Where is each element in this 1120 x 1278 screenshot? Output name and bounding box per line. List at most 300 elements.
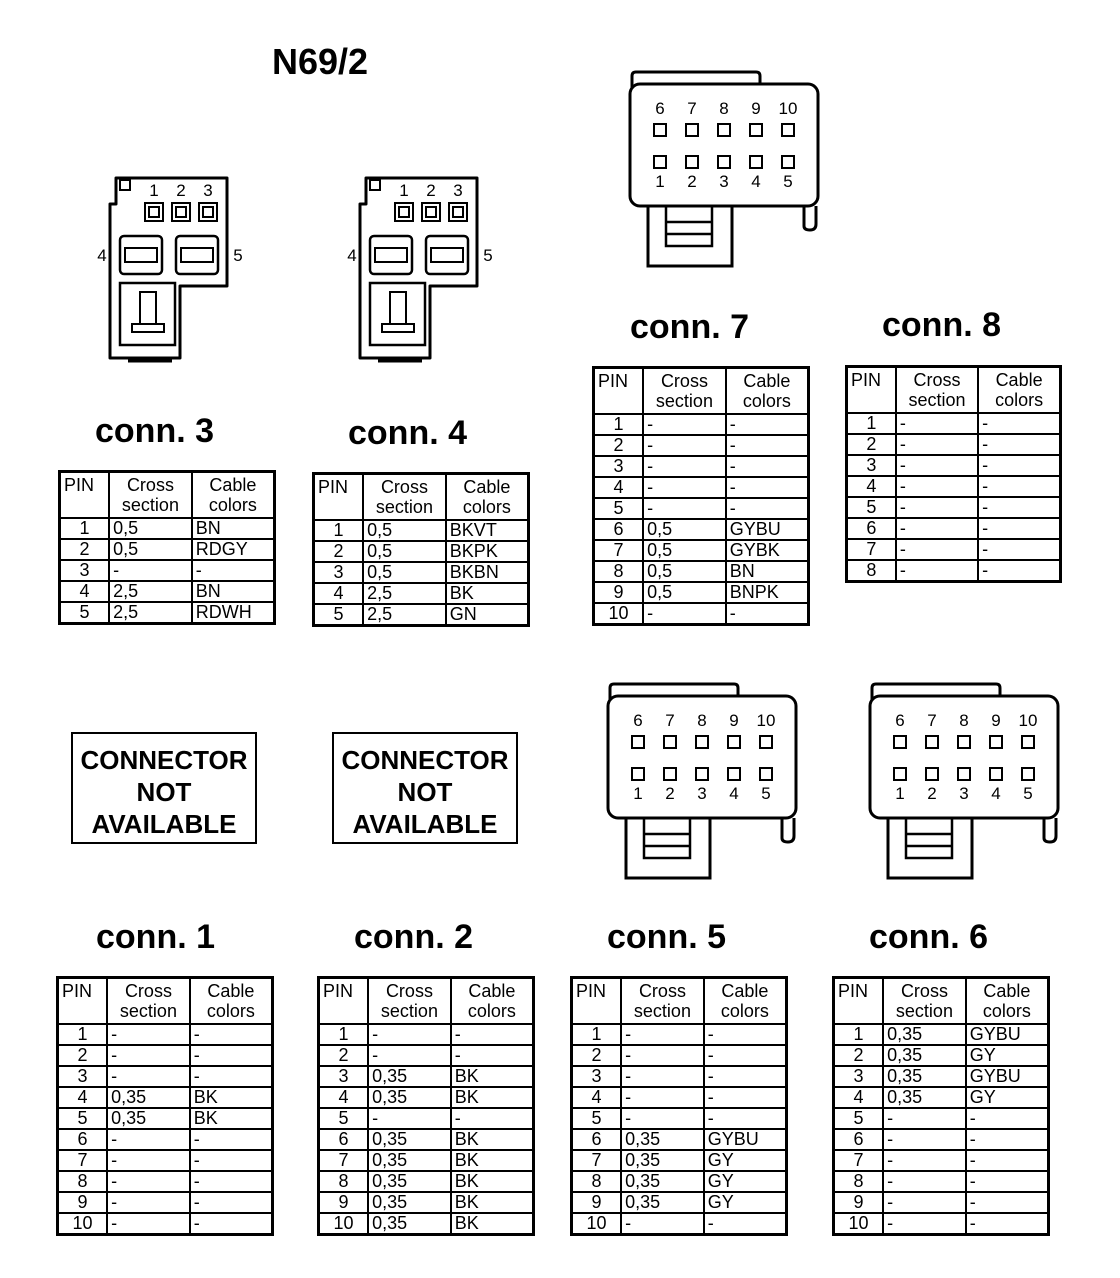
table-row — [319, 1129, 534, 1150]
lock-housing — [648, 206, 732, 266]
pin-cell: 10 — [834, 1213, 884, 1235]
conn6-title: conn. 6 — [869, 918, 989, 956]
pin-cell: 10 — [594, 603, 644, 625]
pin-socket — [664, 768, 676, 780]
table-row — [594, 519, 809, 540]
cable-color-cell: BK — [451, 1129, 534, 1150]
pin-cell: 4 — [319, 1087, 369, 1108]
cross-section-cell: - — [368, 1108, 451, 1129]
power-pin-socket — [370, 236, 412, 274]
table-row — [314, 583, 529, 604]
pin-number-label: 10 — [756, 711, 776, 730]
pin-socket — [782, 124, 794, 136]
table-row — [58, 1171, 273, 1192]
pin-cell: 2 — [847, 434, 896, 455]
cable-color-cell: GY — [704, 1150, 787, 1171]
cross-section-cell: - — [107, 1066, 190, 1087]
cable-color-cell: BK — [446, 583, 529, 604]
table-row — [594, 540, 809, 561]
latch-tab — [120, 180, 130, 190]
connector-5-drawing — [606, 682, 806, 882]
pin-number-label: 5 — [233, 246, 243, 265]
cross-section-cell: 0,35 — [621, 1192, 704, 1213]
connector-6-drawing — [868, 682, 1068, 882]
table-row — [572, 1192, 787, 1213]
pin-cell: 6 — [319, 1129, 369, 1150]
pin-number-label: 5 — [483, 246, 493, 265]
cable-color-cell: GY — [966, 1045, 1049, 1066]
cable-colors-header: Cable colors — [704, 978, 787, 1025]
table-row — [847, 518, 1061, 539]
table-row — [834, 1129, 1049, 1150]
pin-cell: 7 — [847, 539, 896, 560]
lock-lever — [666, 206, 712, 246]
pin-socket — [395, 203, 413, 221]
pin-number-label: 7 — [927, 711, 937, 730]
pin-socket — [1022, 768, 1034, 780]
cable-color-cell: - — [704, 1108, 787, 1129]
pin-header: PIN — [594, 368, 644, 415]
cable-color-cell: GYBK — [726, 540, 809, 561]
pin-socket — [718, 156, 730, 168]
table-row — [314, 541, 529, 562]
pin-socket — [958, 768, 970, 780]
pin-cell: 4 — [847, 476, 896, 497]
cable-color-cell: BK — [451, 1213, 534, 1235]
table-row — [572, 1024, 787, 1045]
cross-section-header: Cross section — [109, 472, 192, 519]
pin-cell: 6 — [572, 1129, 622, 1150]
pin-number-label: 1 — [149, 181, 159, 200]
cross-section-cell: 0,35 — [368, 1213, 451, 1235]
table-row — [314, 520, 529, 541]
pin-number-label: 4 — [97, 246, 107, 265]
pin-number-label: 8 — [697, 711, 707, 730]
cross-section-cell: 0,35 — [368, 1066, 451, 1087]
cross-section-cell: - — [883, 1129, 966, 1150]
na-line2: NOT — [136, 777, 192, 807]
pin-cell: 1 — [572, 1024, 622, 1045]
pin-header: PIN — [572, 978, 622, 1025]
cross-section-cell: - — [896, 476, 978, 497]
cross-section-cell: - — [896, 518, 978, 539]
cable-color-cell: - — [726, 477, 809, 498]
cable-color-cell: - — [704, 1066, 787, 1087]
conn8-pin-table — [845, 365, 1062, 583]
pin-cell: 6 — [58, 1129, 108, 1150]
cross-section-cell: - — [621, 1024, 704, 1045]
pin-cell: 9 — [594, 582, 644, 603]
lock-housing — [626, 818, 710, 878]
cable-color-cell: BK — [451, 1150, 534, 1171]
table-row — [60, 539, 275, 560]
cable-color-cell: BKVT — [446, 520, 529, 541]
pin-cell: 4 — [58, 1087, 108, 1108]
cross-section-cell: - — [643, 603, 726, 625]
pin-socket — [664, 736, 676, 748]
cross-section-cell: 2,5 — [363, 604, 446, 626]
connector-lip — [610, 684, 738, 700]
cable-color-cell: - — [451, 1024, 534, 1045]
table-header-row — [319, 978, 534, 1025]
table-row — [834, 1087, 1049, 1108]
cross-section-cell: 0,5 — [363, 541, 446, 562]
cross-section-cell: - — [643, 477, 726, 498]
conn3-title: conn. 3 — [95, 412, 215, 450]
pin-socket — [782, 156, 794, 168]
pin-number-label: 9 — [751, 99, 761, 118]
pin-socket — [696, 768, 708, 780]
na-line1: CONNECTOR — [80, 745, 248, 775]
cable-color-cell: - — [966, 1108, 1049, 1129]
cross-section-cell: - — [107, 1150, 190, 1171]
pin-cell: 1 — [58, 1024, 108, 1045]
cross-section-cell: 0,35 — [368, 1150, 451, 1171]
conn1-title: conn. 1 — [96, 918, 216, 956]
cross-section-cell: 0,35 — [107, 1108, 190, 1129]
table-row — [834, 1192, 1049, 1213]
cross-section-cell: 0,35 — [883, 1087, 966, 1108]
pin-cell: 2 — [834, 1045, 884, 1066]
table-row — [572, 1045, 787, 1066]
cross-section-cell: - — [107, 1192, 190, 1213]
cross-section-cell: 0,35 — [368, 1129, 451, 1150]
table-row — [319, 1213, 534, 1235]
cross-section-cell: - — [107, 1171, 190, 1192]
table-row — [847, 434, 1061, 455]
pin-number-label: 9 — [729, 711, 739, 730]
cross-section-cell: - — [896, 413, 978, 434]
cross-section-cell: - — [368, 1024, 451, 1045]
pin-cell: 1 — [314, 520, 364, 541]
pin-cell: 10 — [572, 1213, 622, 1235]
lock-lever — [644, 818, 690, 858]
cable-color-cell: - — [978, 539, 1060, 560]
pin-socket — [422, 203, 440, 221]
table-row — [847, 413, 1061, 434]
cable-color-cell: - — [704, 1213, 787, 1235]
cable-color-cell: - — [726, 435, 809, 456]
pin-number-label: 2 — [176, 181, 186, 200]
cross-section-cell: 0,5 — [363, 520, 446, 541]
table-row — [58, 1024, 273, 1045]
cable-color-cell: BK — [451, 1087, 534, 1108]
cross-section-cell: 0,35 — [621, 1129, 704, 1150]
pin-cell: 8 — [847, 560, 896, 582]
cross-section-cell: 0,35 — [107, 1087, 190, 1108]
conn4-pin-table — [312, 472, 530, 627]
cross-section-cell: 0,5 — [643, 582, 726, 603]
cable-color-cell: BK — [190, 1108, 273, 1129]
conn8-title: conn. 8 — [882, 306, 1002, 344]
pin-cell: 4 — [572, 1087, 622, 1108]
cross-section-cell: - — [368, 1045, 451, 1066]
pin-number-label: 10 — [778, 99, 798, 118]
pin-cell: 7 — [834, 1150, 884, 1171]
pin-header: PIN — [314, 474, 364, 521]
pin-cell: 5 — [594, 498, 644, 519]
cross-section-cell: 0,35 — [621, 1171, 704, 1192]
cable-color-cell: - — [190, 1045, 273, 1066]
cross-section-header: Cross section — [368, 978, 451, 1025]
cable-color-cell: - — [966, 1150, 1049, 1171]
table-header-row — [572, 978, 787, 1025]
cross-section-cell: 0,35 — [368, 1171, 451, 1192]
cross-section-cell: - — [107, 1024, 190, 1045]
pin-cell: 8 — [58, 1171, 108, 1192]
pin-cell: 6 — [594, 519, 644, 540]
pin-number-label: 2 — [426, 181, 436, 200]
table-row — [58, 1129, 273, 1150]
cross-section-cell: - — [896, 560, 978, 582]
table-header-row — [58, 978, 273, 1025]
pin-number-label: 1 — [633, 784, 643, 803]
table-row — [834, 1150, 1049, 1171]
conn2-title: conn. 2 — [354, 918, 474, 956]
pin-header: PIN — [58, 978, 108, 1025]
conn7-title: conn. 7 — [630, 308, 750, 346]
table-row — [60, 518, 275, 539]
pin-socket — [894, 736, 906, 748]
cross-section-cell: - — [621, 1087, 704, 1108]
pin-cell: 10 — [58, 1213, 108, 1235]
pin-cell: 3 — [572, 1066, 622, 1087]
na-line1: CONNECTOR — [341, 745, 509, 775]
table-row — [572, 1129, 787, 1150]
table-row — [572, 1171, 787, 1192]
pin-number-label: 6 — [895, 711, 905, 730]
cable-color-cell: - — [726, 498, 809, 519]
table-row — [60, 602, 275, 624]
pin-cell: 8 — [834, 1171, 884, 1192]
table-row — [319, 1087, 534, 1108]
pin-cell: 6 — [847, 518, 896, 539]
conn7-pin-table — [592, 366, 810, 626]
page-title: N69/2 — [272, 41, 369, 82]
cross-section-header: Cross section — [621, 978, 704, 1025]
table-row — [834, 1066, 1049, 1087]
pin-socket — [696, 736, 708, 748]
pin-cell: 1 — [60, 518, 110, 539]
table-row — [572, 1108, 787, 1129]
conn5-pin-table — [570, 976, 788, 1236]
cross-section-cell: 0,35 — [368, 1087, 451, 1108]
cable-color-cell: - — [726, 603, 809, 625]
cross-section-cell: 0,5 — [643, 540, 726, 561]
cross-section-cell: - — [896, 455, 978, 476]
pin-number-label: 10 — [1018, 711, 1038, 730]
cable-color-cell: - — [726, 414, 809, 435]
pin-cell: 8 — [594, 561, 644, 582]
table-header-row — [594, 368, 809, 415]
table-row — [594, 582, 809, 603]
cross-section-cell: 0,35 — [883, 1024, 966, 1045]
pin-socket — [728, 768, 740, 780]
cable-colors-header: Cable colors — [966, 978, 1049, 1025]
pin-number-label: 1 — [655, 172, 665, 191]
cable-color-cell: GN — [446, 604, 529, 626]
cable-color-cell: - — [978, 455, 1060, 476]
table-row — [58, 1066, 273, 1087]
cable-color-cell: - — [978, 413, 1060, 434]
table-row — [594, 414, 809, 435]
pin-cell: 2 — [572, 1045, 622, 1066]
conn6-pin-table — [832, 976, 1050, 1236]
cable-color-cell: - — [978, 518, 1060, 539]
cable-colors-header: Cable colors — [190, 978, 273, 1025]
pin-socket — [172, 203, 190, 221]
pin-cell: 4 — [594, 477, 644, 498]
table-row — [60, 560, 275, 581]
pin-socket — [686, 156, 698, 168]
cross-section-cell: - — [883, 1150, 966, 1171]
table-row — [594, 477, 809, 498]
cable-color-cell: BNPK — [726, 582, 809, 603]
pin-number-label: 7 — [687, 99, 697, 118]
pin-header: PIN — [834, 978, 884, 1025]
cross-section-cell: 0,5 — [643, 519, 726, 540]
cross-section-cell: - — [643, 456, 726, 477]
pin-header: PIN — [847, 367, 896, 414]
pin-cell: 6 — [834, 1129, 884, 1150]
cable-color-cell: BN — [726, 561, 809, 582]
cable-color-cell: BK — [451, 1171, 534, 1192]
pin-cell: 5 — [58, 1108, 108, 1129]
pin-number-label: 4 — [751, 172, 761, 191]
pin-header: PIN — [319, 978, 369, 1025]
cable-colors-header: Cable colors — [451, 978, 534, 1025]
table-row — [572, 1150, 787, 1171]
table-row — [834, 1171, 1049, 1192]
pin-cell: 7 — [319, 1150, 369, 1171]
pin-socket — [654, 124, 666, 136]
cross-section-cell: - — [621, 1108, 704, 1129]
cross-section-cell: 0,5 — [109, 518, 192, 539]
cross-section-header: Cross section — [883, 978, 966, 1025]
na-line3: AVAILABLE — [91, 809, 237, 839]
na-line2: NOT — [397, 777, 453, 807]
pin-cell: 1 — [594, 414, 644, 435]
cable-colors-header: Cable colors — [978, 367, 1060, 414]
cross-section-cell: - — [643, 435, 726, 456]
pin-number-label: 4 — [347, 246, 357, 265]
pin-number-label: 2 — [665, 784, 675, 803]
pin-socket — [750, 124, 762, 136]
pin-number-label: 5 — [1023, 784, 1033, 803]
cross-section-cell: - — [896, 497, 978, 518]
pin-cell: 3 — [594, 456, 644, 477]
pin-cell: 2 — [60, 539, 110, 560]
pin-cell: 5 — [314, 604, 364, 626]
cross-section-cell: - — [621, 1213, 704, 1235]
pin-cell: 8 — [572, 1171, 622, 1192]
cable-colors-header: Cable colors — [192, 472, 275, 519]
connector-lip — [872, 684, 1000, 700]
pin-socket — [632, 736, 644, 748]
table-row — [58, 1150, 273, 1171]
cross-section-cell: - — [109, 560, 192, 581]
table-row — [834, 1213, 1049, 1235]
table-row — [319, 1066, 534, 1087]
table-header-row — [834, 978, 1049, 1025]
cable-color-cell: - — [190, 1192, 273, 1213]
cross-section-cell: 0,35 — [883, 1045, 966, 1066]
table-row — [594, 561, 809, 582]
cable-color-cell: BK — [451, 1192, 534, 1213]
cross-section-cell: 2,5 — [109, 602, 192, 624]
cross-section-header: Cross section — [896, 367, 978, 414]
cable-color-cell: - — [966, 1171, 1049, 1192]
table-row — [594, 435, 809, 456]
cross-section-cell: - — [883, 1213, 966, 1235]
pin-socket — [145, 203, 163, 221]
table-row — [847, 497, 1061, 518]
cable-color-cell: - — [190, 1024, 273, 1045]
pin-socket — [1022, 736, 1034, 748]
cross-section-cell: 0,35 — [621, 1150, 704, 1171]
connector-not-available-1 — [71, 732, 257, 844]
lock-lever — [906, 818, 952, 858]
pin-socket — [926, 768, 938, 780]
pin-cell: 9 — [572, 1192, 622, 1213]
pin-socket — [654, 156, 666, 168]
conn4-title: conn. 4 — [348, 414, 468, 452]
cross-section-cell: 0,5 — [109, 539, 192, 560]
latch-tab — [370, 180, 380, 190]
connector-7-drawing — [628, 70, 828, 270]
pin-cell: 7 — [58, 1150, 108, 1171]
pin-number-label: 5 — [783, 172, 793, 191]
pin-number-label: 2 — [687, 172, 697, 191]
pin-cell: 1 — [834, 1024, 884, 1045]
pin-cell: 9 — [319, 1192, 369, 1213]
table-row — [572, 1213, 787, 1235]
pin-cell: 3 — [314, 562, 364, 583]
cross-section-cell: - — [896, 434, 978, 455]
cable-color-cell: GYBU — [726, 519, 809, 540]
pin-number-label: 6 — [633, 711, 643, 730]
cross-section-cell: - — [107, 1129, 190, 1150]
cable-color-cell: GY — [966, 1087, 1049, 1108]
cable-color-cell: - — [192, 560, 275, 581]
cross-section-cell: - — [107, 1045, 190, 1066]
cable-color-cell: RDGY — [192, 539, 275, 560]
table-row — [834, 1108, 1049, 1129]
pin-cell: 3 — [60, 560, 110, 581]
table-row — [319, 1150, 534, 1171]
cable-color-cell: GY — [704, 1192, 787, 1213]
cable-color-cell: - — [190, 1150, 273, 1171]
pin-number-label: 3 — [453, 181, 463, 200]
cable-color-cell: BN — [192, 581, 275, 602]
cable-color-cell: RDWH — [192, 602, 275, 624]
cross-section-cell: - — [621, 1045, 704, 1066]
cable-color-cell: - — [190, 1171, 273, 1192]
cable-color-cell: - — [978, 497, 1060, 518]
pin-number-label: 7 — [665, 711, 675, 730]
cable-color-cell: GYBU — [704, 1129, 787, 1150]
cable-color-cell: GYBU — [966, 1066, 1049, 1087]
pin-cell: 1 — [847, 413, 896, 434]
cable-color-cell: - — [726, 456, 809, 477]
connector-3-drawing — [90, 170, 260, 370]
table-header-row — [60, 472, 275, 519]
connector-lip — [632, 72, 760, 88]
pin-cell: 2 — [58, 1045, 108, 1066]
cable-colors-header: Cable colors — [446, 474, 529, 521]
table-row — [847, 539, 1061, 560]
pin-socket — [728, 736, 740, 748]
